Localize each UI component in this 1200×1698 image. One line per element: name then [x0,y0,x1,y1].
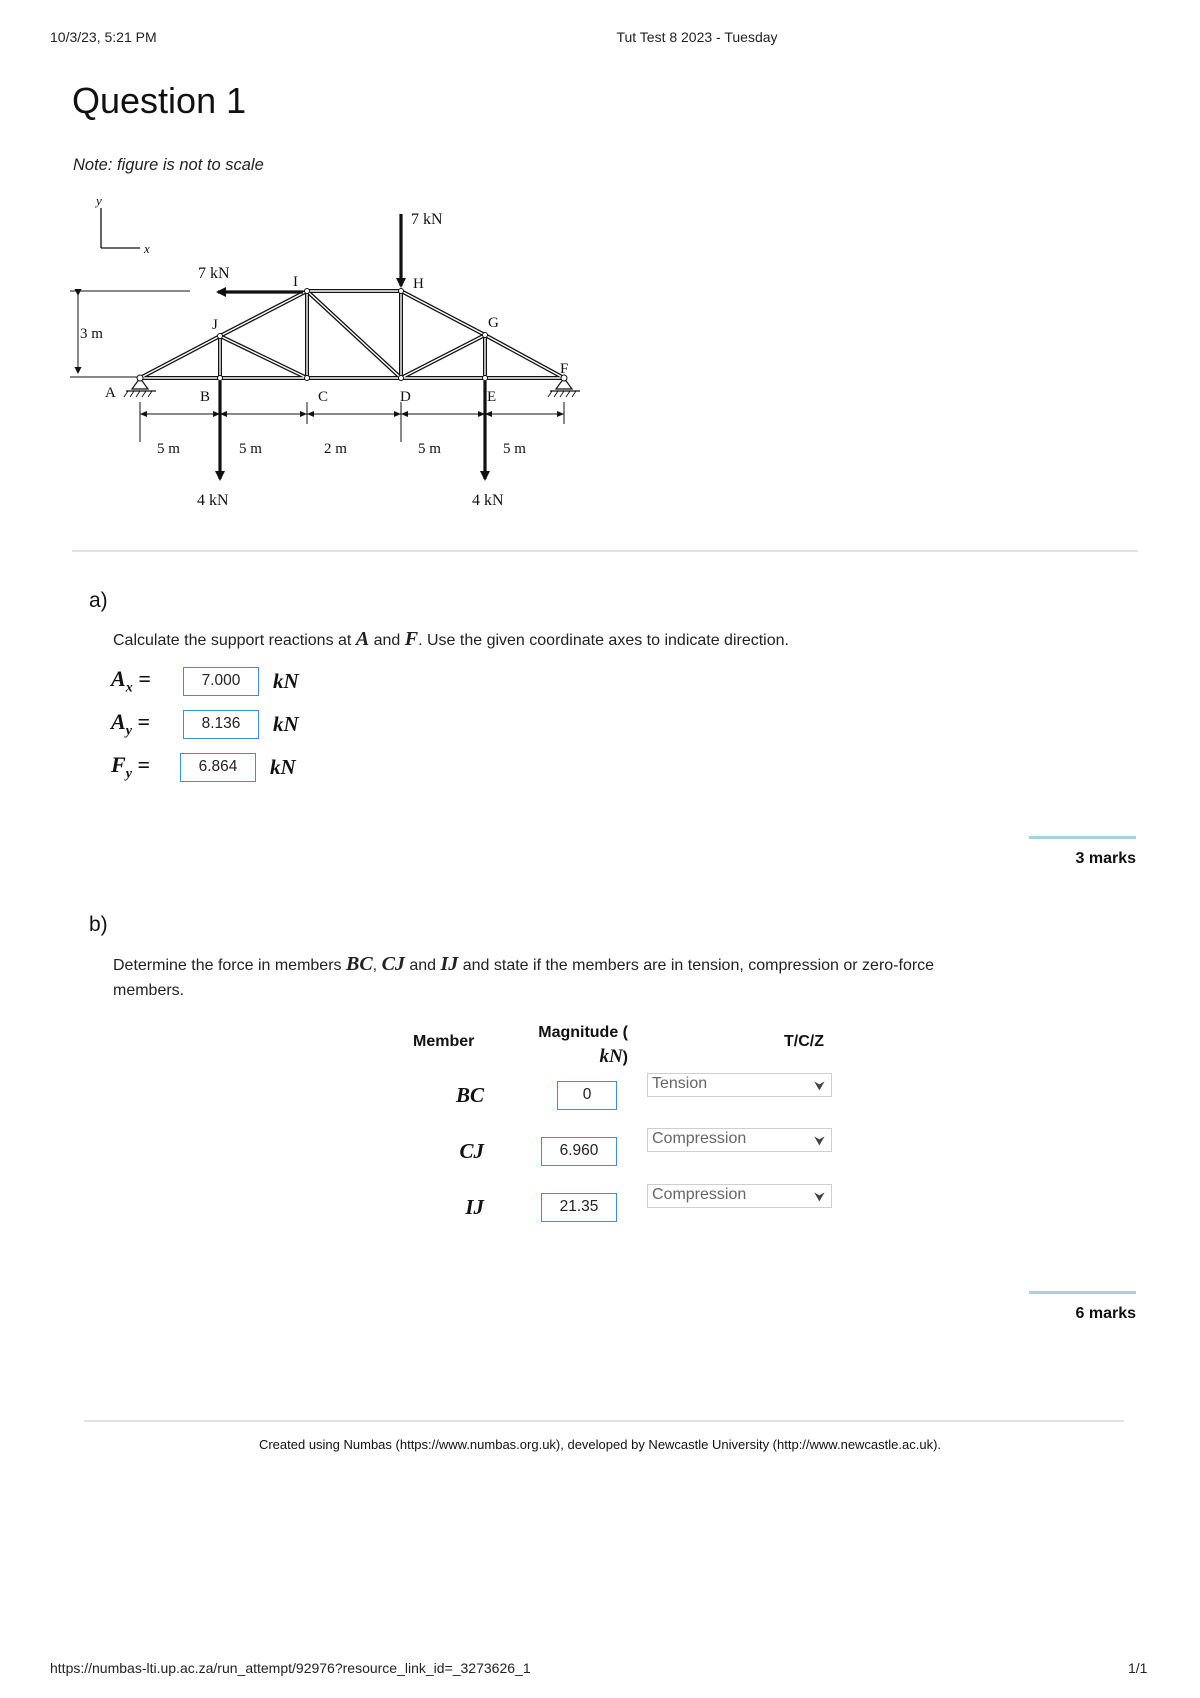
cj-state-select[interactable] [647,1128,832,1152]
bc-state-value: Tension [652,1075,708,1092]
load-b-label: 4 kN [197,492,229,509]
ij-state-select[interactable] [647,1184,832,1208]
question-title: Question 1 [72,80,247,121]
reaction-label-ax: $A_x$ = [111,665,151,696]
part-b-sep-2: and [404,957,441,974]
span-cd: 2 m [324,441,347,457]
reaction-label-fy: $F_y$ = [111,751,150,782]
coordinate-axes [94,193,150,256]
node-label-g: G [488,315,499,331]
height-dimension [70,291,190,377]
part-b-sep-1: , [372,957,382,974]
part-a-var-a: A [355,628,370,650]
load-h-label: 7 kN [411,211,443,228]
node-label-d: D [400,389,411,405]
reaction-row-fy [111,751,296,783]
chevron-down-icon: ⮟ [813,1133,825,1148]
part-a-marks-bar [1029,836,1136,839]
height-label: 3 m [80,326,103,342]
fy-answer-input[interactable]: 6.864 [180,753,256,782]
node-label-j: J [212,317,218,333]
footer-credit: Created using Numbas (https://www.numbas.org.uk), developed by Newcastle University (http://www.newcastle.ac.uk). [258,1437,942,1452]
print-url: https://numbas-lti.up.ac.za/run_attempt/92976?resource_link_id=_3273626_1 [50,1660,531,1676]
node-label-i: I [293,274,298,290]
load-h-vertical [401,211,443,286]
reaction-row-ax [111,665,299,697]
part-a-prompt-text-1: Calculate the support reactions at [113,632,356,649]
chevron-down-icon: ⮟ [813,1189,825,1204]
figure-note: Note: figure is not to scale [73,156,264,174]
print-page-number: 1/1 [1128,1660,1148,1676]
cj-magnitude-input[interactable]: 6.960 [541,1137,617,1166]
ay-unit: kN [273,711,299,736]
part-b-prompt [113,952,1073,1003]
part-b-member-bc: BC [345,953,373,975]
ax-answer-input[interactable]: 7.000 [183,667,259,696]
axis-y-label: y [96,193,102,208]
part-a-var-f: F [404,628,419,650]
part-b-member-cj: CJ [381,953,405,975]
cj-state-value: Compression [652,1130,747,1147]
ij-magnitude-input[interactable]: 21.35 [541,1193,617,1222]
truss-members-outer [140,291,564,378]
node-label-c: C [318,389,329,405]
part-a-label: a) [89,589,108,612]
print-datetime: 10/3/23, 5:21 PM [50,29,157,45]
fy-unit: kN [270,754,296,779]
reaction-label-ay: $A_y$ = [111,708,150,739]
footer-divider [84,1420,1124,1422]
node-labels [105,274,568,405]
span-bc: 5 m [239,441,262,457]
part-b-prompt-text-3: members. [113,982,185,999]
truss-figure [66,190,606,520]
ax-unit: kN [273,668,299,693]
node-label-f: F [560,361,569,377]
print-title: Tut Test 8 2023 - Tuesday [616,29,778,45]
col-magnitude-header: Magnitude ( kN) [538,1024,628,1067]
part-b-marks-bar [1029,1291,1136,1294]
bc-magnitude-input[interactable]: 0 [557,1081,617,1110]
part-b-marks: 6 marks [1075,1305,1136,1322]
span-ab: 5 m [157,441,180,457]
part-a-marks: 3 marks [1075,850,1136,867]
section-divider [72,550,1138,552]
part-b-prompt-text-1: Determine the force in members [113,957,346,974]
part-a-prompt-text-2: and [369,632,405,649]
span-dimensions [140,402,564,457]
part-a-prompt [113,627,789,653]
ay-answer-input[interactable]: 8.136 [183,710,259,739]
part-b-label: b) [89,913,108,936]
member-cj-label: CJ [459,1139,484,1163]
part-a-prompt-text-3: . Use the given coordinate axes to indicate direction. [418,632,789,649]
node-label-b: B [200,389,211,405]
part-b-prompt-text-2: and state if the members are in tension, compression or zero-force [458,957,935,974]
col-member-header: Member [413,1033,475,1050]
member-bc-label: BC [455,1083,484,1107]
axis-x-label: x [144,241,150,256]
bc-state-select[interactable] [647,1073,832,1097]
col-tcz-header: T/C/Z [784,1033,824,1050]
node-label-a: A [105,385,116,401]
ij-state-value: Compression [652,1186,747,1203]
span-ef: 5 m [503,441,526,457]
node-label-e: E [487,389,497,405]
load-i-horizontal [198,265,303,292]
reaction-row-ay [111,708,299,740]
chevron-down-icon: ⮟ [813,1078,825,1093]
load-e-label: 4 kN [472,492,504,509]
member-ij-label: IJ [465,1195,484,1219]
load-i-label: 7 kN [198,265,230,282]
part-b-member-ij: IJ [440,953,459,975]
span-de: 5 m [418,441,441,457]
node-label-h: H [413,276,424,292]
